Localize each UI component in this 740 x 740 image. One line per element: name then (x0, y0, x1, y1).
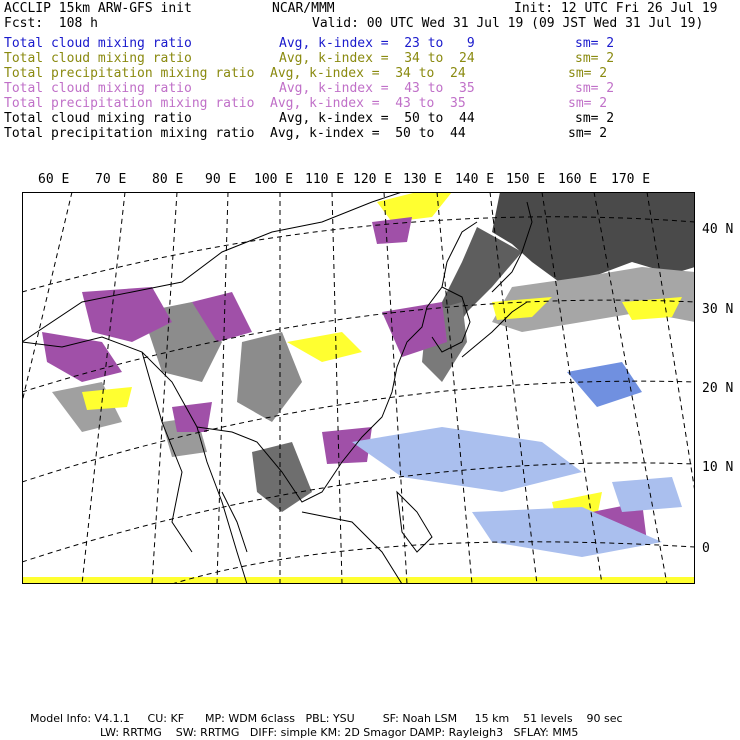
field-name: Total precipitation mixing ratio (4, 126, 255, 141)
lon-label: 100 E (254, 172, 294, 187)
lon-label: 110 E (305, 172, 345, 187)
field-sm: sm= 2 (575, 81, 615, 96)
field-name: Total precipitation mixing ratio (4, 96, 255, 111)
lat-label: 20 N (702, 381, 734, 396)
field-avg: Avg, k-index = 23 to 9 (279, 36, 475, 51)
lon-label: 70 E (95, 172, 127, 187)
field-avg: Avg, k-index = 34 to 24 (270, 66, 466, 81)
field-avg: Avg, k-index = 50 to 44 (279, 111, 475, 126)
lat-label: 30 N (702, 302, 734, 317)
lat-label: 40 N (702, 222, 734, 237)
field-avg: Avg, k-index = 43 to 35 (270, 96, 466, 111)
lat-label: 0 (702, 541, 710, 556)
forecast-map (22, 192, 695, 584)
lon-label: 80 E (152, 172, 184, 187)
field-sm: sm= 2 (568, 126, 608, 141)
model-info-line2: LW: RRTMG SW: RRTMG DIFF: simple KM: 2D Smagor DAMP: Rayleigh3 SFLAY: MM5 (100, 726, 579, 739)
forecast-hour: Fcst: 108 h (4, 16, 98, 31)
field-name: Total cloud mixing ratio (4, 81, 192, 96)
lat-label: 10 N (702, 460, 734, 475)
field-name: Total precipitation mixing ratio (4, 66, 255, 81)
lon-label: 140 E (455, 172, 495, 187)
field-sm: sm= 2 (575, 111, 615, 126)
field-avg: Avg, k-index = 43 to 35 (279, 81, 475, 96)
model-info-line1: Model Info: V4.1.1 CU: KF MP: WDM 6class PBL: YSU SF: Noah LSM 15 km 51 levels 90 sec (30, 712, 623, 725)
field-sm: sm= 2 (575, 36, 615, 51)
field-sm: sm= 2 (568, 96, 608, 111)
lon-label: 130 E (403, 172, 443, 187)
init-time: Init: 12 UTC Fri 26 Jul 19 (514, 1, 718, 16)
lon-label: 160 E (558, 172, 598, 187)
lon-label: 120 E (353, 172, 393, 187)
model-title: ACCLIP 15km ARW-GFS init (4, 1, 192, 16)
lon-label: 150 E (506, 172, 546, 187)
valid-time: Valid: 00 UTC Wed 31 Jul 19 (09 JST Wed 31 Jul 19) (312, 16, 704, 31)
field-name: Total cloud mixing ratio (4, 51, 192, 66)
center-label: NCAR/MMM (272, 1, 335, 16)
field-avg: Avg, k-index = 50 to 44 (270, 126, 466, 141)
field-name: Total cloud mixing ratio (4, 111, 192, 126)
lon-label: 170 E (611, 172, 651, 187)
lon-label: 60 E (38, 172, 70, 187)
field-name: Total cloud mixing ratio (4, 36, 192, 51)
field-sm: sm= 2 (575, 51, 615, 66)
field-sm: sm= 2 (568, 66, 608, 81)
lon-label: 90 E (205, 172, 237, 187)
field-avg: Avg, k-index = 34 to 24 (279, 51, 475, 66)
